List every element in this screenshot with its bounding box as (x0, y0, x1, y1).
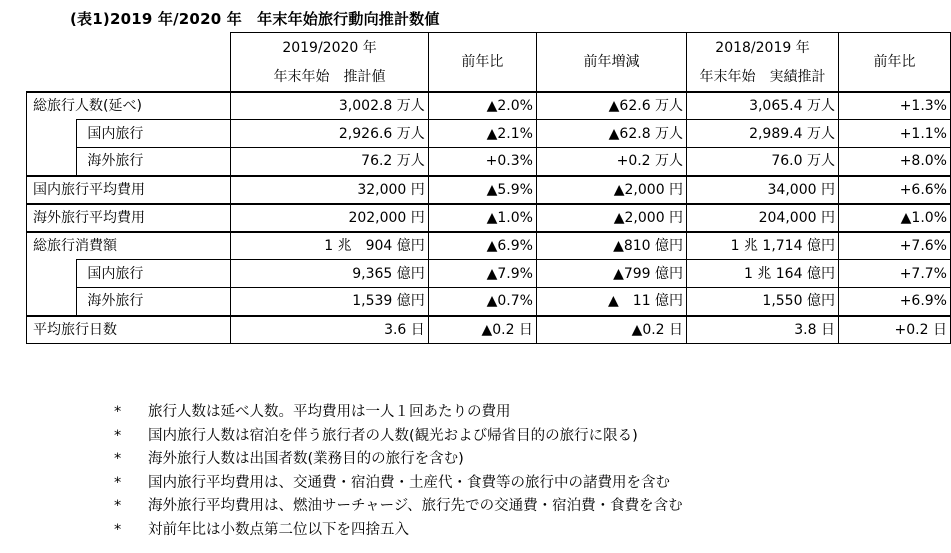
footnote (114, 448, 683, 472)
footnote-text: 海外旅行人数は出国者数(業務目的の旅行を含む) (148, 451, 464, 467)
footnote (114, 472, 683, 496)
cell-prev: 3,065.4 万人 (687, 92, 839, 120)
footnotes (114, 401, 683, 542)
cell-prev-yoy: +7.6% (838, 232, 950, 260)
footnote-text: 旅行人数は延べ人数。平均費用は一人１回あたりの費用 (148, 404, 511, 420)
cell-yoy: +0.3% (428, 148, 536, 176)
cell-prev-yoy: +1.1% (838, 120, 950, 148)
cell-yoy: ▲1.0% (428, 204, 536, 232)
indent-cell (27, 260, 77, 288)
cell-diff: ▲62.6 万人 (536, 92, 686, 120)
footnote (114, 519, 683, 543)
header-col4-line1: 2018/2019 年 (687, 33, 839, 63)
row-label: 海外旅行 (77, 148, 231, 176)
cell-prev: 1 兆 164 億円 (687, 260, 839, 288)
cell-prev: 34,000 円 (687, 176, 839, 204)
footnote-text: 海外旅行平均費用は、燃油サーチャージ、旅行先での交通費・宿泊費・食費を含む (148, 498, 683, 514)
cell-diff: ▲2,000 円 (536, 176, 686, 204)
cell-estimate: 32,000 円 (231, 176, 429, 204)
table-row (27, 176, 951, 204)
header-corner (27, 33, 231, 63)
asterisk-mark: * (114, 521, 122, 538)
row-label: 海外旅行 (77, 288, 231, 316)
cell-yoy: ▲5.9% (428, 176, 536, 204)
table-row (27, 260, 951, 288)
cell-prev-yoy: +7.7% (838, 260, 950, 288)
indent-cell (27, 288, 77, 316)
table-row (27, 148, 951, 176)
row-label: 海外旅行平均費用 (27, 204, 231, 232)
row-label: 国内旅行 (77, 260, 231, 288)
header-col2: 前年比 (428, 33, 536, 92)
footnote-text: 国内旅行人数は宿泊を伴う旅行者の人数(観光および帰省目的の旅行に限る) (148, 427, 638, 444)
row-label: 総旅行消費額 (27, 232, 231, 260)
cell-yoy: ▲2.0% (428, 92, 536, 120)
cell-prev: 2,989.4 万人 (687, 120, 839, 148)
header-col1-line1: 2019/2020 年 (231, 33, 429, 63)
cell-yoy: ▲7.9% (428, 260, 536, 288)
cell-estimate: 202,000 円 (231, 204, 429, 232)
footnote-text: 対前年比は小数点第二位以下を四捨五入 (148, 521, 409, 538)
cell-diff: +0.2 万人 (536, 148, 686, 176)
footnote (114, 401, 683, 425)
cell-prev: 1 兆 1,714 億円 (687, 232, 839, 260)
row-label: 平均旅行日数 (27, 316, 231, 344)
asterisk-mark: * (114, 498, 122, 514)
table-row (27, 232, 951, 260)
asterisk-mark: * (114, 451, 122, 467)
cell-diff: ▲ 11 億円 (536, 288, 686, 316)
cell-estimate: 1,539 億円 (231, 288, 429, 316)
cell-estimate: 3.6 日 (231, 316, 429, 344)
cell-prev-yoy: +8.0% (838, 148, 950, 176)
cell-estimate: 3,002.8 万人 (231, 92, 429, 120)
cell-estimate: 2,926.6 万人 (231, 120, 429, 148)
table-row (27, 92, 951, 120)
header-row-1 (27, 33, 951, 63)
row-label: 国内旅行平均費用 (27, 176, 231, 204)
cell-yoy: ▲2.1% (428, 120, 536, 148)
cell-estimate: 9,365 億円 (231, 260, 429, 288)
header-col4-line2: 年末年始 実績推計 (687, 63, 839, 92)
footnote-text: 国内旅行平均費用は、交通費・宿泊費・土産代・食費等の旅行中の諸費用を含む (148, 474, 670, 491)
cell-diff: ▲2,000 円 (536, 204, 686, 232)
cell-prev: 204,000 円 (687, 204, 839, 232)
cell-estimate: 76.2 万人 (231, 148, 429, 176)
cell-prev: 76.0 万人 (687, 148, 839, 176)
asterisk-mark: * (114, 404, 122, 420)
cell-yoy: ▲0.2 日 (428, 316, 536, 344)
cell-prev-yoy: +6.9% (838, 288, 950, 316)
cell-diff: ▲810 億円 (536, 232, 686, 260)
table-row (27, 120, 951, 148)
footnote (114, 495, 683, 519)
table-title: (表1)2019 年/2020 年 年末年始旅行動向推計数値 (70, 10, 440, 28)
indent-cell (27, 148, 77, 176)
cell-prev: 1,550 億円 (687, 288, 839, 316)
table-row (27, 288, 951, 316)
cell-diff: ▲0.2 日 (536, 316, 686, 344)
cell-prev: 3.8 日 (687, 316, 839, 344)
footnote (114, 425, 683, 449)
row-label: 国内旅行 (77, 120, 231, 148)
cell-diff: ▲799 億円 (536, 260, 686, 288)
cell-diff: ▲62.8 万人 (536, 120, 686, 148)
table-row (27, 204, 951, 232)
cell-estimate: 1 兆 904 億円 (231, 232, 429, 260)
header-col3: 前年増減 (536, 33, 686, 92)
asterisk-mark: * (114, 427, 122, 444)
header-col5: 前年比 (838, 33, 950, 92)
asterisk-mark: * (114, 474, 122, 491)
row-label: 総旅行人数(延べ) (27, 92, 231, 120)
cell-yoy: ▲6.9% (428, 232, 536, 260)
cell-yoy: ▲0.7% (428, 288, 536, 316)
header-corner-2 (27, 63, 231, 92)
cell-prev-yoy: +1.3% (838, 92, 950, 120)
travel-stats-table (26, 32, 951, 344)
table-row (27, 316, 951, 344)
header-col1-line2: 年末年始 推計値 (231, 63, 429, 92)
cell-prev-yoy: +0.2 日 (838, 316, 950, 344)
indent-cell (27, 120, 77, 148)
cell-prev-yoy: ▲1.0% (838, 204, 950, 232)
cell-prev-yoy: +6.6% (838, 176, 950, 204)
